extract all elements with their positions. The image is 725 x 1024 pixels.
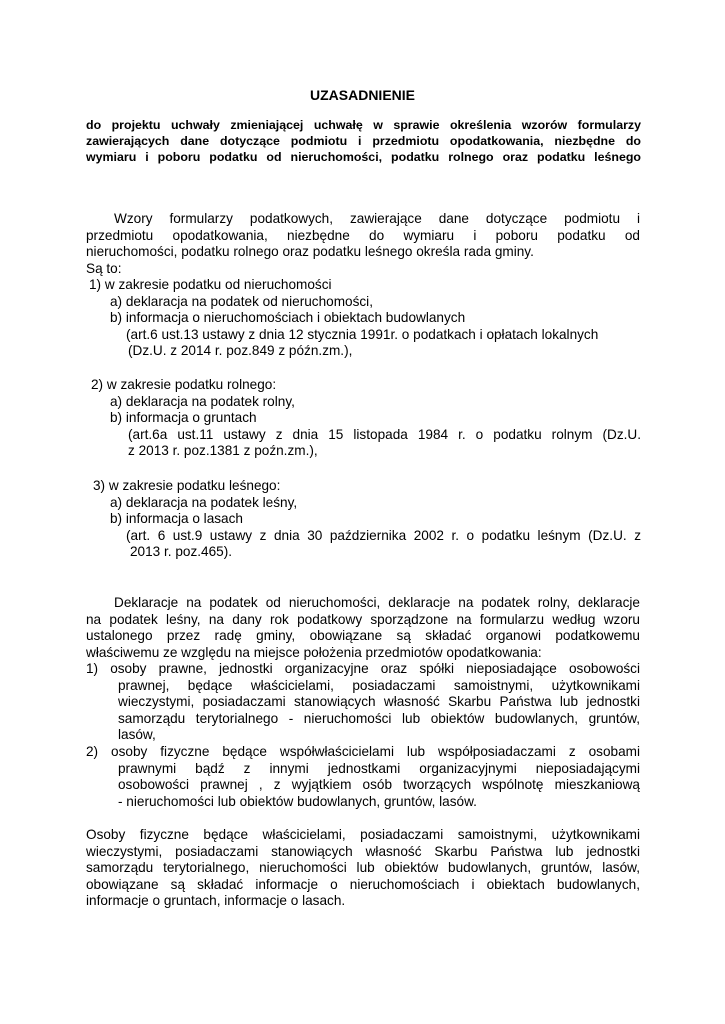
intro-paragraph (86, 211, 640, 277)
list-point-legal-entities (86, 661, 640, 744)
paragraph-line: Deklaracje na podatek od nieruchomości, deklaracje na podatek rolny, deklaracje (114, 595, 640, 610)
point-line: samorządu terytorialnego - nieruchomości lub obiektów budowlanych, gruntów, (118, 710, 640, 726)
paragraph-line: obowiązane są składać informacje o nieruchomościach i obiektach budowlanych, (86, 876, 640, 892)
section-real-estate-tax (89, 277, 641, 360)
list-item: a) deklaracja na podatek leśny, (110, 494, 298, 510)
paragraph-line: informacje o gruntach, informacje o lasach. (86, 893, 346, 908)
closing-paragraph (86, 827, 640, 910)
point-line: prawnej, będące właścicielami, posiadaczami samoistnymi, użytkownikami (118, 677, 640, 693)
point-line: lasów, (118, 727, 156, 742)
legal-reference: (art. 6 ust.9 ustawy z dnia 30 października 2002 r. o podatku leśnym (Dz.U. z (126, 527, 641, 543)
declarations-paragraph (86, 595, 640, 661)
point-line: prawnymi bądź z innymi jednostkami organizacyjnymi nieposiadającymi (118, 760, 640, 776)
section-forest-tax (93, 478, 641, 561)
point-line: wieczystymi, posiadaczami stanowiących własność Skarbu Państwa lub jednostki (118, 694, 640, 709)
section-agricultural-tax (91, 377, 641, 460)
paragraph-line: ustalonego przez radę gminy, obowiązane są składać organowi podatkowemu (86, 628, 640, 643)
legal-reference: z 2013 r. poz.1381 z poźn.zm.), (128, 443, 318, 458)
intro-line: Są to: (86, 260, 122, 276)
section-heading: 2) w zakresie podatku rolnego: (91, 377, 277, 392)
paragraph-line: właściwemu ze względu na miejsce położenia przedmiotów opodatkowania: (86, 644, 542, 660)
subtitle-line: do projektu uchwały zmieniającej uchwałę w sprawie określenia wzorów formularzy (86, 118, 641, 132)
legal-reference: (art.6 ust.13 ustawy z dnia 12 stycznia 1991r. o podatkach i opłatach lokalnych (126, 326, 599, 342)
document-subtitle (86, 117, 641, 165)
paragraph-line: samorządu terytorialnego, nieruchomości lub obiektów budowlanych, gruntów, lasów, (86, 860, 640, 875)
list-item: b) informacja o nieruchomościach i obiektach budowlanych (110, 310, 466, 325)
list-point-natural-persons (86, 744, 640, 810)
legal-reference: 2013 r. poz.465). (130, 544, 233, 559)
section-heading: 3) w zakresie podatku leśnego: (93, 478, 281, 493)
intro-line: nieruchomości, podatku rolnego oraz podatku leśnego określa rada gminy. (86, 244, 534, 259)
intro-line: Wzory formularzy podatkowych, zawierające dane dotyczące podmiotu i (114, 211, 640, 226)
intro-line: przedmiotu opodatkowania, niezbędne do wymiaru i poboru podatku od (86, 227, 640, 243)
list-item: b) informacja o lasach (110, 511, 243, 526)
list-item: a) deklaracja na podatek od nieruchomości, (110, 293, 373, 309)
subtitle-line: wymiaru i poboru podatku od nieruchomości, podatku rolnego oraz podatku leśnego (86, 150, 641, 164)
point-line: osobowości prawnej , z wyjątkiem osób tworzących wspólnotę mieszkaniową (118, 777, 640, 792)
legal-reference: (art.6a ust.11 ustawy z dnia 15 listopada 1984 r. o podatku rolnym (Dz.U. (128, 426, 641, 442)
subtitle-line: zawierających dane dotyczące podmiotu i przedmiotu opodatkowania, niezbędne do (86, 134, 641, 148)
point-line: 1) osoby prawne, jednostki organizacyjne oraz spółki nieposiadające osobowości (86, 661, 640, 676)
list-item: a) deklaracja na podatek rolny, (110, 393, 295, 409)
paragraph-line: na podatek leśny, na dany rok podatkowy sporządzone na formularzu według wzoru (86, 611, 640, 627)
point-line: - nieruchomości lub obiektów budowlanych, gruntów, lasów. (118, 793, 477, 809)
paragraph-line: Osoby fizyczne będące właścicielami, posiadaczami samoistnymi, użytkownikami (86, 827, 640, 842)
legal-reference: (Dz.U. z 2014 r. poz.849 z późn.zm.), (128, 343, 353, 358)
paragraph-line: wieczystymi, posiadaczami stanowiących własność Skarbu Państwa lub jednostki (86, 843, 640, 859)
section-heading: 1) w zakresie podatku od nieruchomości (89, 277, 332, 292)
list-item: b) informacja o gruntach (110, 410, 257, 425)
point-line: 2) osoby fizyczne będące współwłaścicielami lub współposiadaczami z osobami (86, 744, 640, 759)
document-title: UZASADNIENIE (309, 87, 415, 103)
